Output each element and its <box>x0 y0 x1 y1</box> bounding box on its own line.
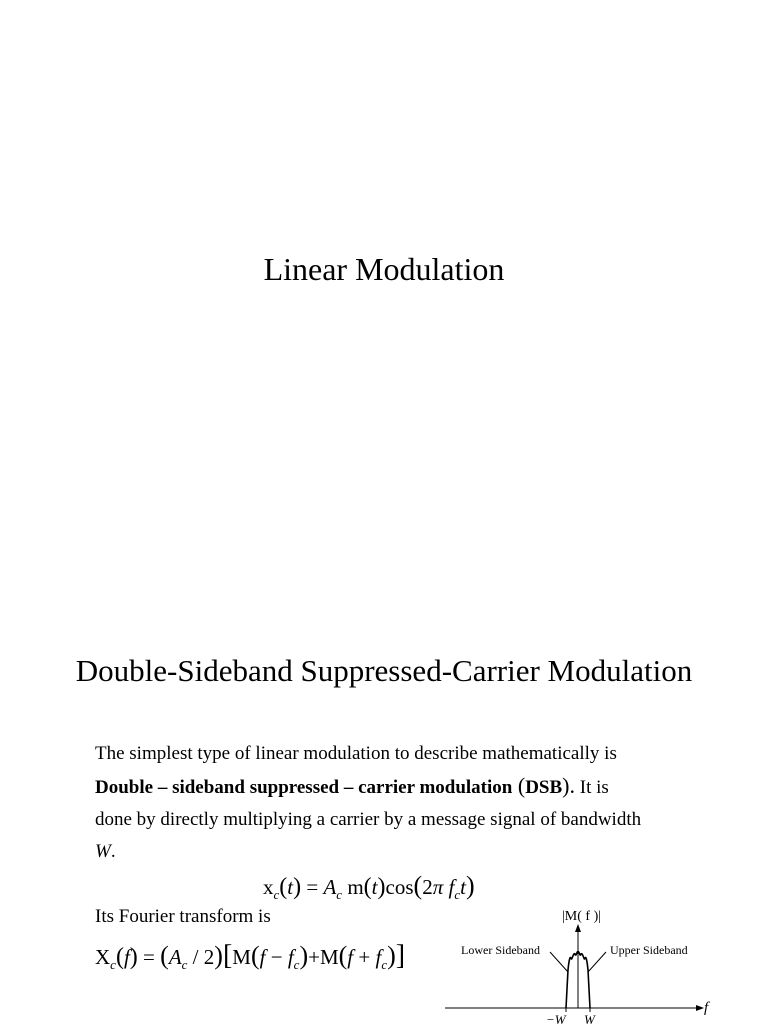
equation-dsb-spectrum: $X_c(f) = (A_c / 2)[M(f - f_c)+M(f + f_c)]$ <box>95 940 406 973</box>
paragraph-line-4 <box>95 836 715 868</box>
upper-sideband-pointer <box>588 952 606 972</box>
dsb-paragraph <box>95 738 715 868</box>
fourier-intro: Its Fourier transform is <box>95 906 271 927</box>
upper-sideband-label: Upper Sideband <box>610 943 688 957</box>
paragraph-line-2-tail: It is <box>575 777 609 798</box>
paragraph-line-3: done by directly multiplying a carrier by a message signal of bandwidth <box>95 809 642 830</box>
lower-sideband-label: Lower Sideband <box>461 943 540 957</box>
neg-w-label: −W <box>546 1012 566 1024</box>
lower-sideband-pointer <box>550 952 568 972</box>
magnitude-axis-arrow-icon <box>575 924 581 932</box>
magnitude-label: |M( f )| <box>562 909 602 924</box>
frequency-axis-label: f <box>704 1000 709 1016</box>
pos-w-label: W <box>584 1012 595 1024</box>
paragraph-line-2 <box>95 770 715 804</box>
frequency-axis-arrow-icon <box>696 1005 704 1011</box>
slide-title-linear-modulation: Linear Modulation <box>263 251 505 287</box>
paragraph-line-1: The simplest type of linear modulation to describe mathematically is <box>95 743 617 764</box>
dsb-abbr: DSB <box>525 777 563 798</box>
dsb-abbr-open: ( <box>512 773 526 798</box>
message-spectrum-figure <box>440 908 740 1024</box>
slide-title-dsb-sc: Double-Sideband Suppressed-Carrier Modulation <box>75 653 693 688</box>
dsb-abbr-close: ). <box>562 773 575 798</box>
dsb-term: Double – sideband suppressed – carrier modulation <box>95 777 513 798</box>
paragraph-line-4-tail: . <box>110 841 116 862</box>
equation-dsb-signal: $x_c(t) = A_c$ m(t)cos(2π $f_ct$) <box>263 871 475 903</box>
bandwidth-symbol: W <box>95 841 111 862</box>
